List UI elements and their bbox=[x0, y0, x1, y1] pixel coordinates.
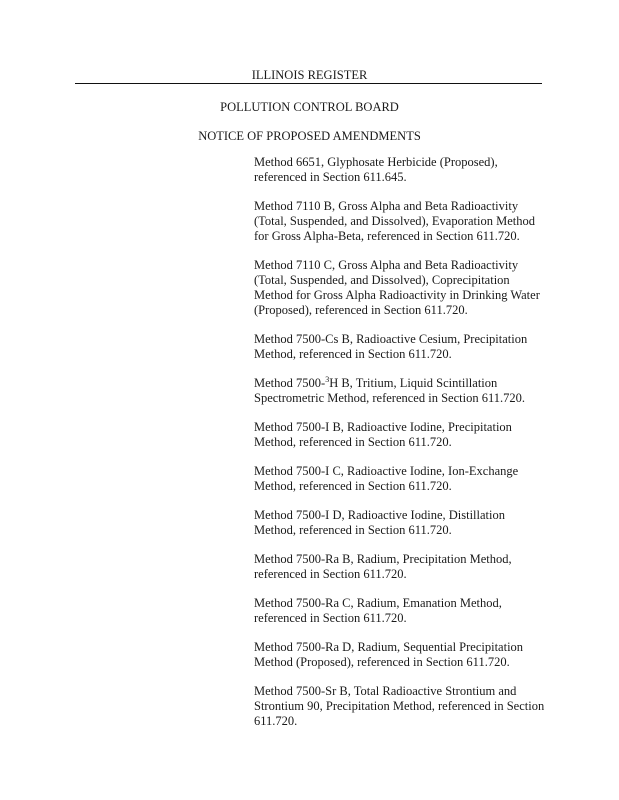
method-entry-7500i-d: Method 7500-I D, Radioactive Iodine, Distillation Method, referenced in Section 611.720. bbox=[254, 508, 505, 537]
method-entry-7500ra-d: Method 7500-Ra D, Radium, Sequential Precipitation Method (Proposed), referenced in Section 611.720. bbox=[254, 640, 524, 669]
header-rule bbox=[75, 83, 542, 84]
method-entry-7500-3h-b bbox=[254, 376, 546, 406]
register-title: ILLINOIS REGISTER bbox=[251, 68, 368, 82]
method-entry-7500ra-c: Method 7500-Ra C, Radium, Emanation Method, referenced in Section 611.720. bbox=[254, 596, 502, 625]
method-entry-7500sr-b: Method 7500-Sr B, Total Radioactive Strontium and Strontium 90, Precipitation Method, referenced in Section 611.720. bbox=[254, 684, 545, 728]
method-entry-7500cs-b: Method 7500-Cs B, Radioactive Cesium, Precipitation Method, referenced in Section 611.720. bbox=[254, 332, 528, 361]
method-entry-7110b: Method 7110 B, Gross Alpha and Beta Radioactivity (Total, Suspended, and Dissolved), Evaporation Method for Gross Alpha-Beta, referenced in Section 611.720. bbox=[254, 199, 536, 243]
method-entry-6651: Method 6651, Glyphosate Herbicide (Proposed), referenced in Section 611.645. bbox=[254, 155, 498, 184]
method-list bbox=[254, 155, 546, 743]
board-name: POLLUTION CONTROL BOARD bbox=[220, 100, 399, 114]
method-entry-7500i-c: Method 7500-I C, Radioactive Iodine, Ion-Exchange Method, referenced in Section 611.720. bbox=[254, 464, 519, 493]
method-entry-7110c: Method 7110 C, Gross Alpha and Beta Radioactivity (Total, Suspended, and Dissolved), Coprecipitation Method for Gross Alpha Radioactivity in Drinking Water (Proposed), referenced in Section 611.720. bbox=[254, 258, 540, 317]
method-entry-7500ra-b: Method 7500-Ra B, Radium, Precipitation Method, referenced in Section 611.720. bbox=[254, 552, 512, 581]
isotope-superscript: 3 bbox=[325, 374, 330, 384]
method-entry-prefix: Method 7500- bbox=[254, 376, 326, 390]
method-entry-7500i-b: Method 7500-I B, Radioactive Iodine, Precipitation Method, referenced in Section 611.720. bbox=[254, 420, 512, 449]
notice-title: NOTICE OF PROPOSED AMENDMENTS bbox=[198, 129, 421, 143]
method-entry-suffix: H B, Tritium, Liquid Scintillation Spectrometric Method, referenced in Section 611.720. bbox=[254, 376, 525, 405]
